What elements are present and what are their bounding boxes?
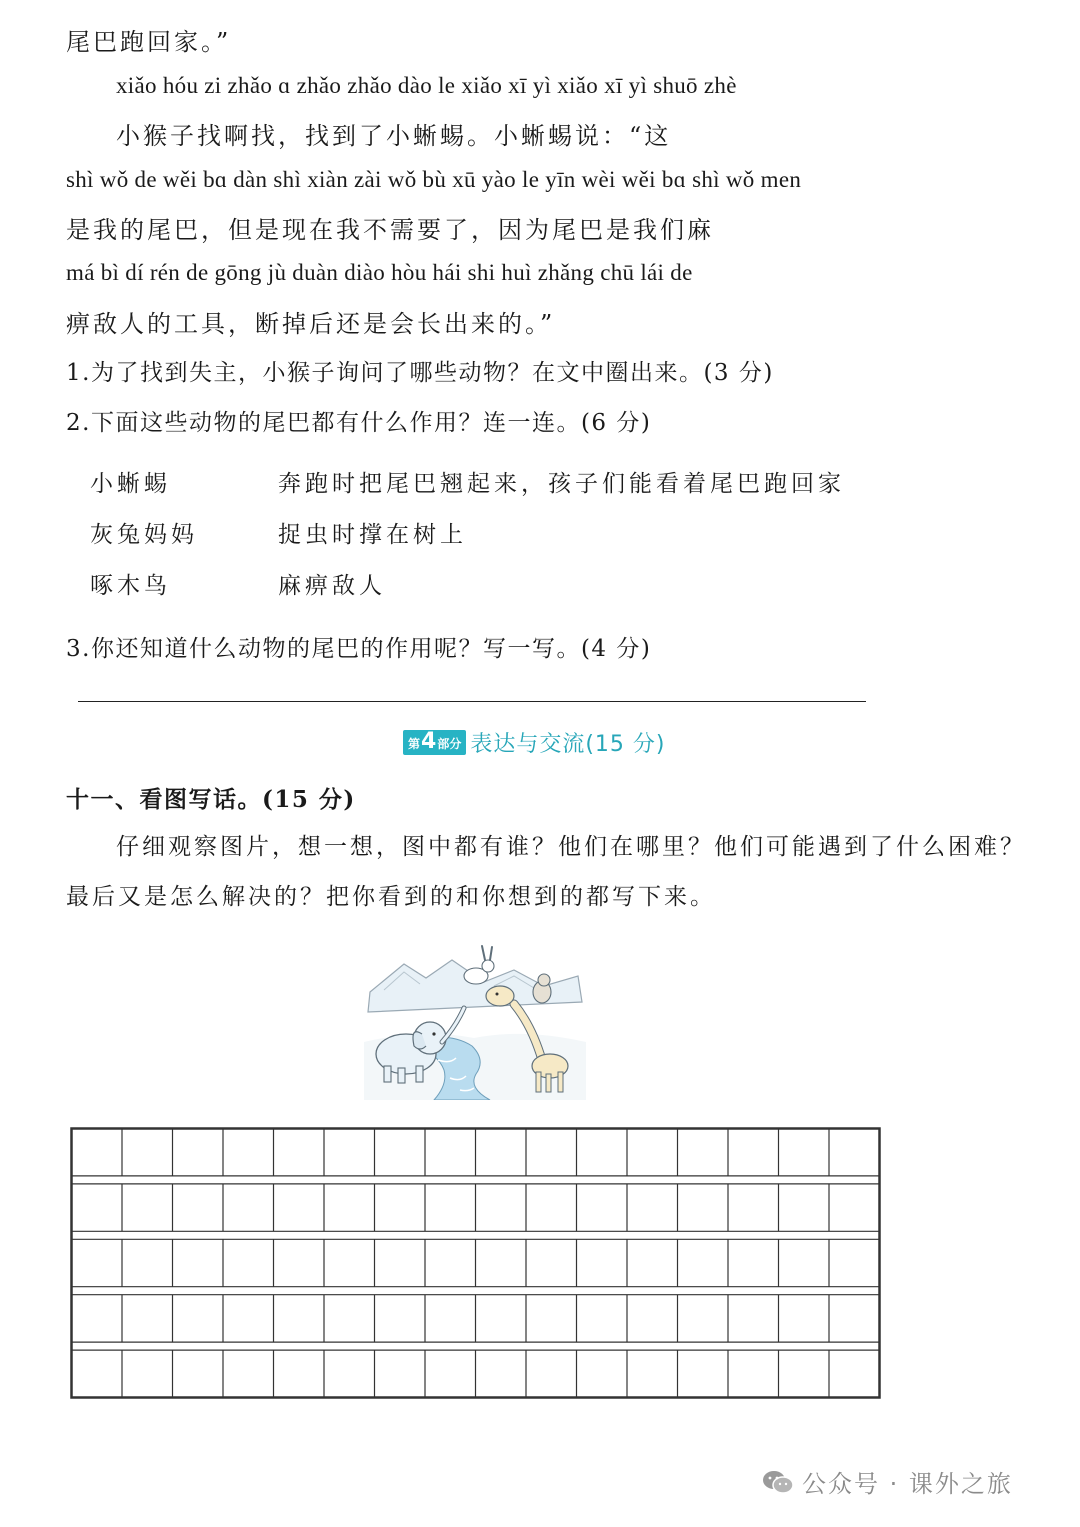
task-prompt-line-1: 仔细观察图片，想一想，图中都有谁？他们在哪里？他们可能遇到了什么困难？ bbox=[116, 834, 1026, 860]
wechat-icon bbox=[762, 1469, 794, 1495]
match-animal[interactable]: 小蜥蜴 bbox=[90, 471, 171, 497]
animals-river-illustration bbox=[364, 942, 586, 1100]
passage-line-1: 小猴子找啊找，找到了小蜥蜴。小蜥蜴说：“这 bbox=[116, 122, 672, 150]
match-animal[interactable]: 啄木鸟 bbox=[90, 573, 171, 599]
section-header bbox=[403, 724, 666, 760]
match-function[interactable]: 捉虫时撑在树上 bbox=[278, 522, 467, 548]
question-3: 3.你还知道什么动物的尾巴的作用呢？写一写。(4 分) bbox=[66, 636, 652, 662]
watermark bbox=[762, 1464, 1013, 1499]
badge-suffix: 部分 bbox=[437, 736, 462, 751]
match-function[interactable]: 奔跑时把尾巴翘起来，孩子们能看着尾巴跑回家 bbox=[278, 471, 845, 497]
passage-line-end: 尾巴跑回家。” bbox=[66, 28, 232, 56]
match-animal[interactable]: 灰兔妈妈 bbox=[90, 522, 198, 548]
question-2: 2.下面这些动物的尾巴都有什么作用？连一连。(6 分) bbox=[66, 410, 652, 436]
pinyin-line-3: má bì dí rén de gōng jù duàn diào hòu hái shi huì zhǎng chū lái de bbox=[66, 260, 693, 285]
section-title: 表达与交流(15 分) bbox=[470, 731, 666, 757]
answer-line[interactable] bbox=[78, 701, 866, 702]
task-heading: 十一、看图写话。(15 分) bbox=[66, 786, 356, 813]
question-1: 1.为了找到失主，小猴子询问了哪些动物？在文中圈出来。(3 分) bbox=[66, 360, 774, 386]
match-function[interactable]: 麻痹敌人 bbox=[278, 573, 386, 599]
pinyin-line-2: shì wǒ de wěi bɑ dàn shì xiàn zài wǒ bù xū yào le yīn wèi wěi bɑ shì wǒ men bbox=[66, 167, 802, 192]
watermark-text: 公众号 · 课外之旅 bbox=[802, 1470, 1013, 1498]
passage-line-2: 是我的尾巴，但是现在我不需要了，因为尾巴是我们麻 bbox=[66, 216, 714, 244]
pinyin-line-1: xiǎo hóu zi zhǎo ɑ zhǎo zhǎo dào le xiǎo xī yì xiǎo xī yì shuō zhè bbox=[116, 73, 737, 98]
section-badge bbox=[403, 730, 466, 755]
badge-number: 4 bbox=[421, 728, 437, 754]
task-prompt-line-2: 最后又是怎么解决的？把你看到的和你想到的都写下来。 bbox=[66, 884, 716, 910]
passage-line-3: 痹敌人的工具，断掉后还是会长出来的。” bbox=[66, 310, 556, 338]
writing-grid[interactable] bbox=[70, 1127, 881, 1399]
badge-prefix: 第 bbox=[408, 736, 421, 751]
